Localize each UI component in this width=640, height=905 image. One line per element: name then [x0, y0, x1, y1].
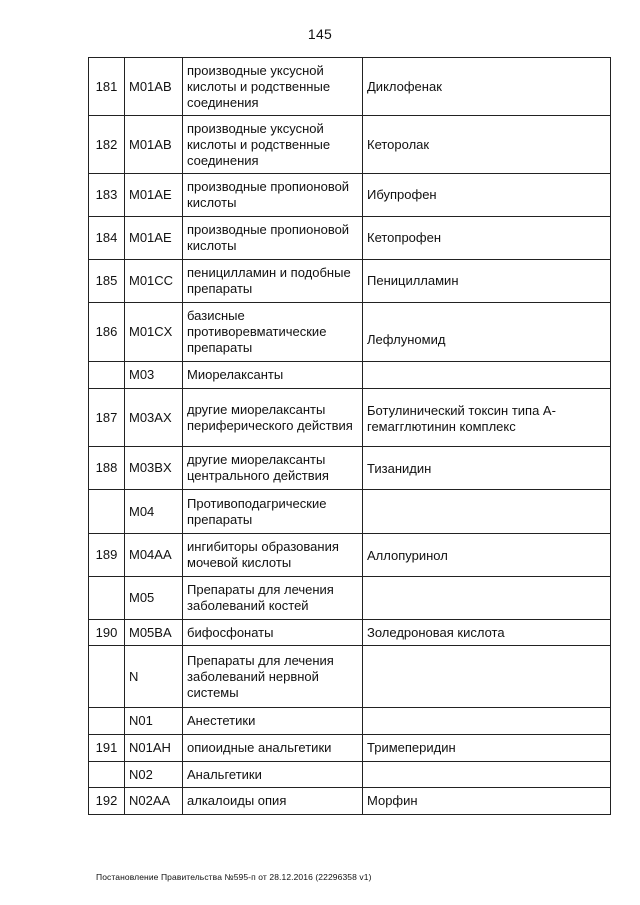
table-row — [89, 116, 611, 174]
atc-code: M01CX — [125, 303, 183, 362]
group-name: базисные противоревматические препараты — [183, 303, 363, 362]
table-row — [89, 362, 611, 389]
group-name: производные пропионовой кислоты — [183, 217, 363, 260]
row-number: 184 — [89, 217, 125, 260]
table-row — [89, 788, 611, 815]
group-name: опиоидные анальгетики — [183, 735, 363, 762]
table-row — [89, 217, 611, 260]
table-row — [89, 303, 611, 362]
drug-name: Тизанидин — [363, 447, 611, 490]
drug-classification-table — [88, 57, 611, 815]
group-name: ингибиторы образования мочевой кислоты — [183, 534, 363, 577]
row-number: 188 — [89, 447, 125, 490]
table-row — [89, 389, 611, 447]
drug-name: Тримеперидин — [363, 735, 611, 762]
atc-code: M03 — [125, 362, 183, 389]
table-row — [89, 708, 611, 735]
table-row — [89, 620, 611, 646]
table-row — [89, 447, 611, 490]
drug-name: Кеторолак — [363, 116, 611, 174]
row-number — [89, 646, 125, 708]
drug-name — [363, 708, 611, 735]
group-name: другие миорелаксанты периферического действия — [183, 389, 363, 447]
drug-name: Ибупрофен — [363, 174, 611, 217]
row-number — [89, 708, 125, 735]
atc-code: N02AA — [125, 788, 183, 815]
row-number — [89, 362, 125, 389]
row-number — [89, 577, 125, 620]
atc-code: M01AE — [125, 217, 183, 260]
row-number: 191 — [89, 735, 125, 762]
document-footer: Постановление Правительства №595-п от 28.12.2016 (22296358 v1) — [96, 872, 372, 882]
row-number: 186 — [89, 303, 125, 362]
row-number: 181 — [89, 58, 125, 116]
page-number: 145 — [307, 26, 333, 42]
row-number: 185 — [89, 260, 125, 303]
drug-name: Золедроновая кислота — [363, 620, 611, 646]
atc-code: N01 — [125, 708, 183, 735]
row-number: 192 — [89, 788, 125, 815]
atc-code: M01AB — [125, 58, 183, 116]
drug-name — [363, 362, 611, 389]
group-name: Миорелаксанты — [183, 362, 363, 389]
row-number: 183 — [89, 174, 125, 217]
drug-name: Диклофенак — [363, 58, 611, 116]
drug-name — [363, 646, 611, 708]
drug-name — [363, 762, 611, 788]
drug-name: Аллопуринол — [363, 534, 611, 577]
group-name: производные пропионовой кислоты — [183, 174, 363, 217]
atc-code: M04AA — [125, 534, 183, 577]
atc-code: M05 — [125, 577, 183, 620]
drug-name: Кетопрофен — [363, 217, 611, 260]
group-name: Анальгетики — [183, 762, 363, 788]
table-row — [89, 260, 611, 303]
drug-name: Морфин — [363, 788, 611, 815]
group-name: Анестетики — [183, 708, 363, 735]
table-row — [89, 646, 611, 708]
group-name: бифосфонаты — [183, 620, 363, 646]
drug-name — [363, 490, 611, 534]
table-row — [89, 735, 611, 762]
table-row — [89, 534, 611, 577]
atc-code: N — [125, 646, 183, 708]
group-name: Препараты для лечения заболеваний нервной системы — [183, 646, 363, 708]
atc-code: M03AX — [125, 389, 183, 447]
group-name: производные уксусной кислоты и родственные соединения — [183, 58, 363, 116]
group-name: Противоподагрические препараты — [183, 490, 363, 534]
drug-name: Ботулинический токсин типа А-гемагглютинин комплекс — [363, 389, 611, 447]
row-number: 189 — [89, 534, 125, 577]
table-row — [89, 762, 611, 788]
row-number — [89, 490, 125, 534]
drug-name: Пеницилламин — [363, 260, 611, 303]
drug-name: Лефлуномид — [363, 303, 611, 362]
atc-code: M01CC — [125, 260, 183, 303]
group-name: Препараты для лечения заболеваний костей — [183, 577, 363, 620]
atc-code: M01AE — [125, 174, 183, 217]
row-number: 182 — [89, 116, 125, 174]
atc-code: M01AB — [125, 116, 183, 174]
group-name: другие миорелаксанты центрального действия — [183, 447, 363, 490]
table-row — [89, 58, 611, 116]
table-row — [89, 490, 611, 534]
atc-code: M03BX — [125, 447, 183, 490]
group-name: пеницилламин и подобные препараты — [183, 260, 363, 303]
row-number: 190 — [89, 620, 125, 646]
atc-code: N02 — [125, 762, 183, 788]
drug-name — [363, 577, 611, 620]
group-name: производные уксусной кислоты и родственные соединения — [183, 116, 363, 174]
atc-code: M05BA — [125, 620, 183, 646]
table-row — [89, 174, 611, 217]
row-number — [89, 762, 125, 788]
group-name: алкалоиды опия — [183, 788, 363, 815]
row-number: 187 — [89, 389, 125, 447]
atc-code: N01AH — [125, 735, 183, 762]
atc-code: M04 — [125, 490, 183, 534]
table-row — [89, 577, 611, 620]
